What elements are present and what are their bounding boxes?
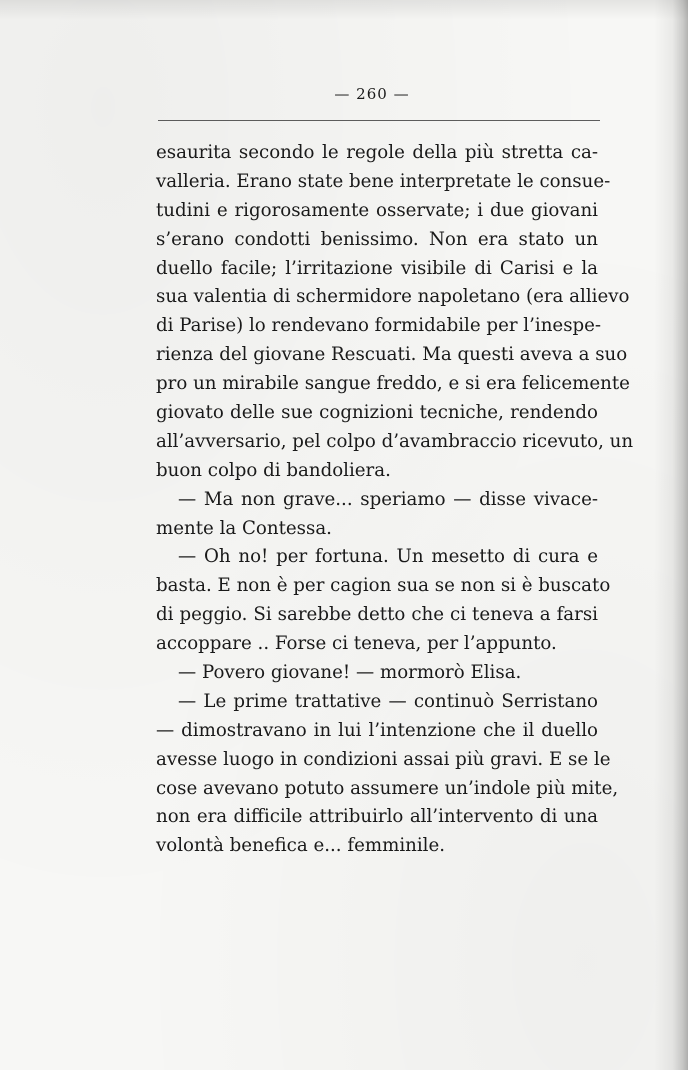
text-line: giovato delle sue cognizioni tecniche, rendendo	[156, 402, 598, 424]
text-line: volontà benefica e... femminile.	[156, 835, 446, 857]
text-line: sua valentia di schermidore napoletano (era allievo	[156, 286, 630, 308]
header-rule	[158, 120, 600, 121]
text-line: cose avevano potuto assumere un’indole più mite,	[156, 777, 619, 799]
text-line: all’avversario, pel colpo d’avambraccio ricevuto, un	[156, 430, 634, 452]
text-line: non era difficile attribuirlo all’intervento di una	[156, 806, 598, 828]
page-top-shadow	[0, 0, 688, 20]
text-line: — Oh no! per fortuna. Un mesetto di cura e	[178, 546, 598, 568]
page-number: — 260 —	[334, 85, 410, 103]
text-line: s’erano condotti benissimo. Non era stato un	[156, 228, 598, 250]
page-header	[0, 84, 688, 103]
text-line: buon colpo di bandoliera.	[156, 459, 391, 481]
text-line: valleria. Erano state bene interpretate le consue-	[156, 170, 611, 192]
text-line: accoppare .. Forse ci teneva, per l’appunto.	[156, 633, 557, 655]
text-line: — Ma non grave... speriamo — disse vivace-	[178, 488, 598, 510]
text-line: pro un mirabile sangue freddo, e si era felicemente	[156, 373, 630, 395]
text-line: — dimostravano in lui l’intenzione che il duello	[156, 719, 598, 741]
text-line: tudini e rigorosamente osservate; i due giovani	[156, 199, 598, 221]
body-text	[156, 139, 634, 861]
text-line: esaurita secondo le regole della più stretta ca-	[156, 142, 598, 163]
text-line: — Le prime trattative — continuò Serristano	[178, 690, 598, 712]
text-line: basta. E non è per cagion sua se non si è buscato	[156, 575, 611, 597]
text-line: — Povero giovane! — mormorò Elisa.	[178, 662, 522, 684]
text-line: avesse luogo in condizioni assai più gravi. E se le	[156, 748, 611, 770]
page-gutter-shadow	[654, 0, 688, 1070]
text-line: rienza del giovane Rescuati. Ma questi aveva a suo	[156, 344, 628, 366]
text-line: duello facile; l’irritazione visibile di Carisi e la	[156, 257, 598, 279]
text-line: di Parise) lo rendevano formidabile per l’inespe-	[156, 315, 602, 337]
text-line: mente la Contessa.	[156, 517, 332, 539]
text-line: di peggio. Si sarebbe detto che ci teneva a farsi	[156, 604, 598, 626]
